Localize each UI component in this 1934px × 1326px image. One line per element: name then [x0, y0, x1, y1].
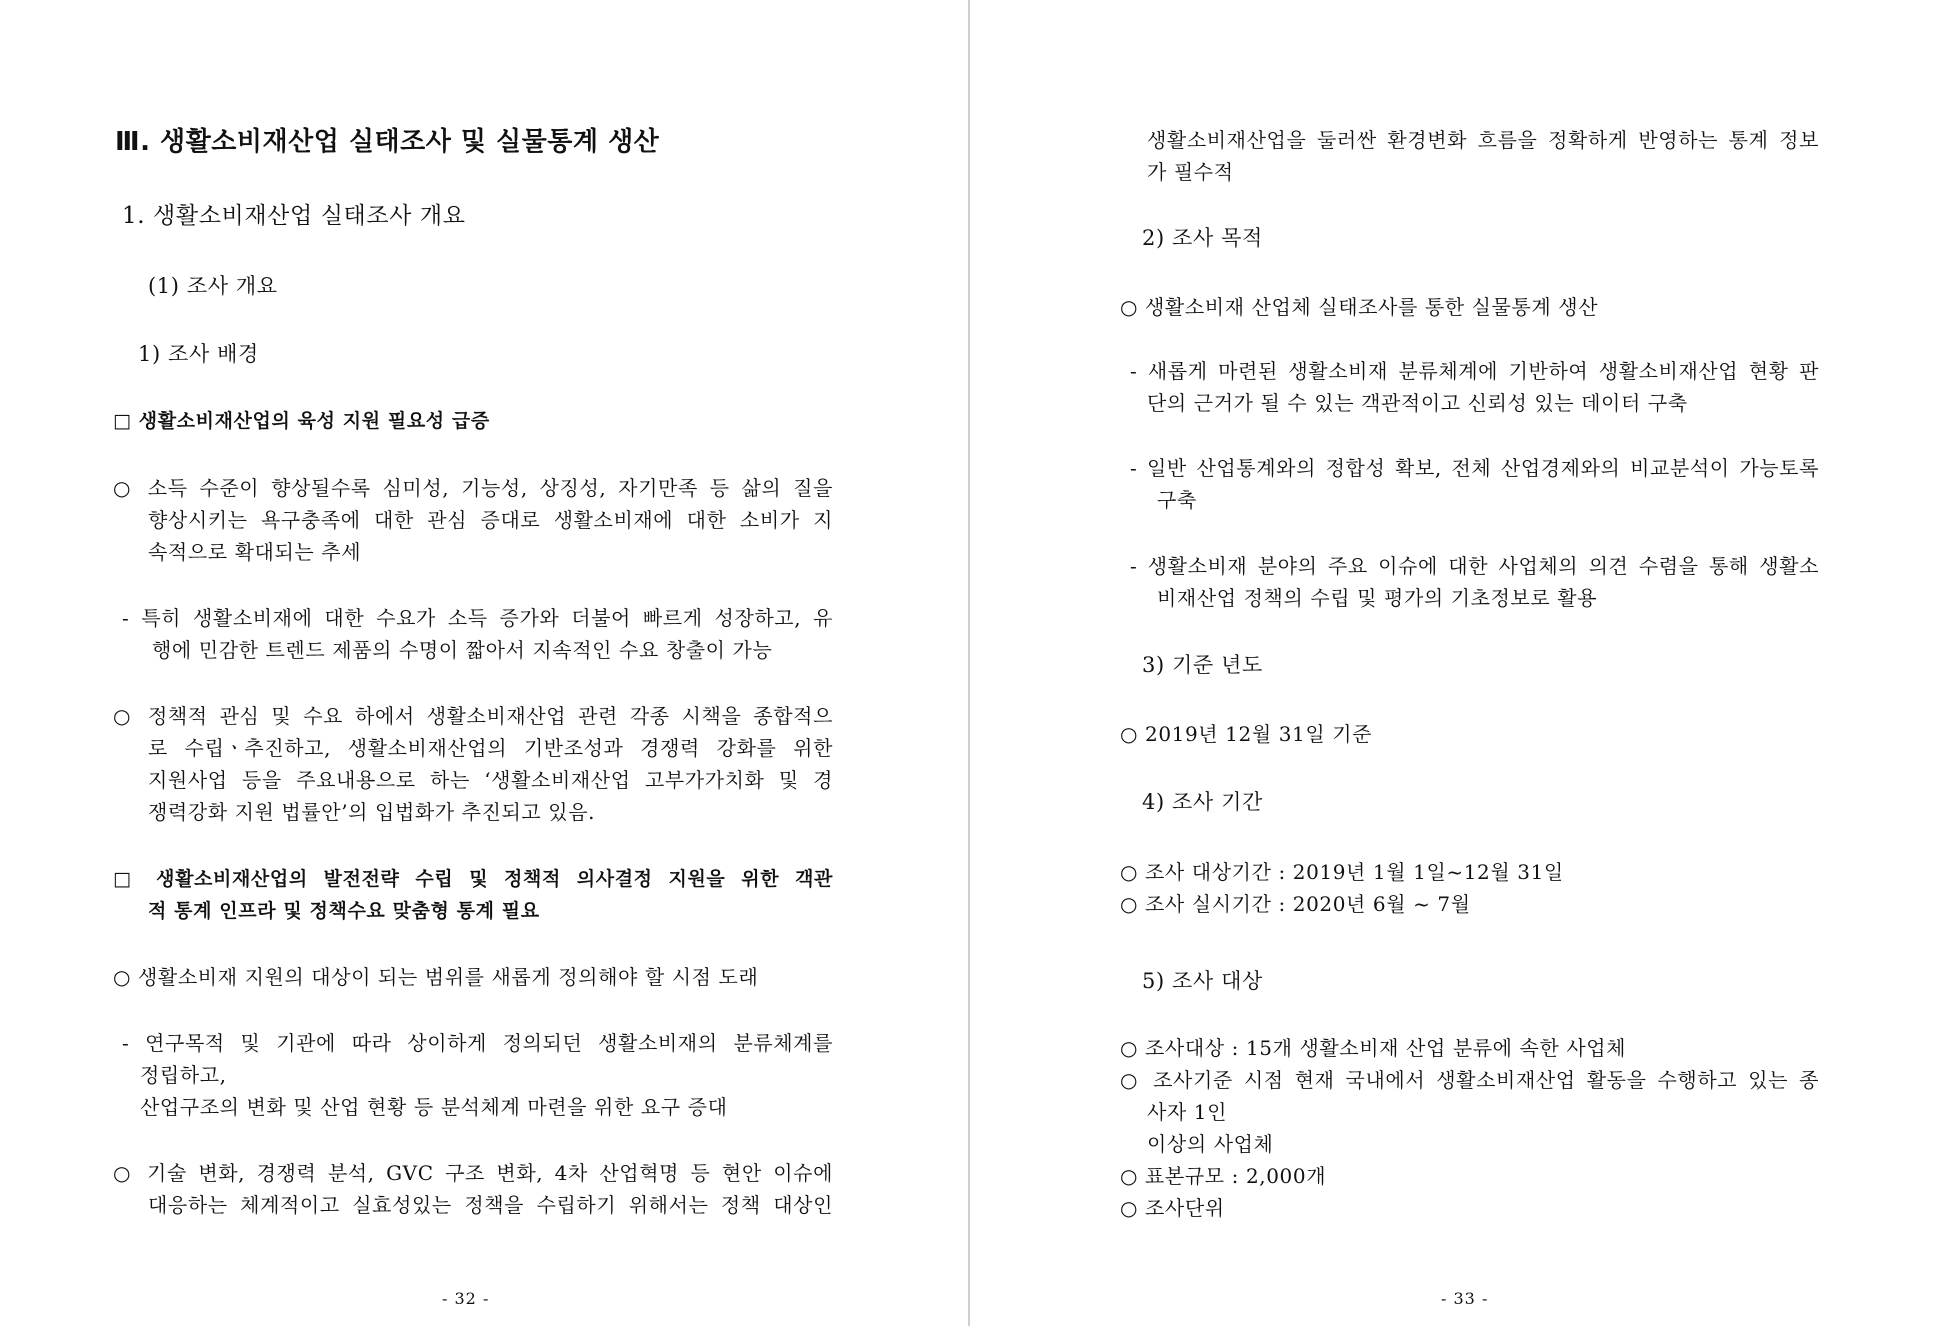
- paragraph-line: ○ 정책적 관심 및 수요 하에서 생활소비재산업 관련 각종 시책을 종합적으: [113, 704, 833, 728]
- paragraph-line: - 연구목적 및 기관에 따라 상이하게 정의되던 생활소비재의 분류체계를: [122, 1031, 833, 1055]
- paragraph-line: 지원사업 등을 주요내용으로 하는 ‘생활소비재산업 고부가가치화 및 경: [148, 768, 833, 792]
- paragraph-line: ○ 조사 대상기간 : 2019년 1월 1일~12월 31일: [1120, 860, 1564, 884]
- paragraph-line: - 특히 생활소비재에 대한 수요가 소득 증가와 더불어 빠르게 성장하고, 유: [122, 606, 833, 630]
- subheading-year: 3) 기준 년도: [1142, 653, 1263, 677]
- paragraph-line: 산업구조의 변화 및 산업 현황 등 분석체계 마련을 위한 요구 증대: [140, 1095, 728, 1119]
- paragraph-line: ○ 조사기준 시점 현재 국내에서 생활소비재산업 활동을 수행하고 있는 종: [1120, 1068, 1819, 1092]
- subheading-overview: (1) 조사 개요: [148, 274, 278, 298]
- paragraph-line: - 생활소비재 분야의 주요 이슈에 대한 사업체의 의견 수렴을 통해 생활소: [1130, 554, 1819, 578]
- paragraph-line: ○ 2019년 12월 31일 기준: [1120, 722, 1373, 746]
- paragraph-line: ○ 생활소비재 지원의 대상이 되는 범위를 새롭게 정의해야 할 시점 도래: [113, 965, 759, 989]
- paragraph-line: 쟁력강화 지원 법률안’의 입법화가 추진되고 있음.: [148, 800, 596, 824]
- section-title: Ⅲ. 생활소비재산업 실태조사 및 실물통계 생산: [115, 127, 660, 157]
- paragraph-line: 가 필수적: [1147, 160, 1234, 184]
- box-heading-2-cont: 적 통계 인프라 및 정책수요 맞춤형 통계 필요: [148, 900, 540, 922]
- paragraph-line: 단의 근거가 될 수 있는 객관적이고 신뢰성 있는 데이터 구축: [1147, 391, 1688, 415]
- paragraph-line: ○ 조사 실시기간 : 2020년 6월 ~ 7월: [1120, 892, 1471, 916]
- paragraph-line: 로 수립ㆍ추진하고, 생활소비재산업의 기반조성과 경쟁력 강화를 위한: [148, 736, 833, 760]
- paragraph-line: 향상시키는 욕구충족에 대한 관심 증대로 생활소비재에 대한 소비가 지: [148, 508, 833, 532]
- paragraph-line: 대응하는 체계적이고 실효성있는 정책을 수립하기 위해서는 정책 대상인: [148, 1193, 833, 1217]
- subsection-title: 1. 생활소비재산업 실태조사 개요: [122, 203, 466, 229]
- paragraph-line: ○ 조사단위: [1120, 1196, 1225, 1220]
- page-number-right: - 33 -: [1441, 1289, 1489, 1308]
- paragraph-line: 행에 민감한 트렌드 제품의 수명이 짧아서 지속적인 수요 창출이 가능: [152, 638, 773, 662]
- paragraph-line: 정립하고,: [140, 1063, 227, 1087]
- paragraph-line: 이상의 사업체: [1147, 1132, 1274, 1156]
- box-heading-2: □ 생활소비재산업의 발전전략 수립 및 정책적 의사결정 지원을 위한 객관: [113, 868, 833, 890]
- paragraph-line: 구축: [1157, 488, 1197, 512]
- paragraph-line: ○ 생활소비재 산업체 실태조사를 통한 실물통계 생산: [1120, 295, 1599, 319]
- paragraph-line: - 일반 산업통계와의 정합성 확보, 전체 산업경제와의 비교분석이 가능토록: [1130, 456, 1819, 480]
- paragraph-line: 속적으로 확대되는 추세: [148, 540, 362, 564]
- page-number-left: - 32 -: [442, 1289, 490, 1308]
- paragraph-line: 생활소비재산업을 둘러싼 환경변화 흐름을 정확하게 반영하는 통계 정보: [1147, 128, 1819, 152]
- subheading-target: 5) 조사 대상: [1142, 969, 1263, 993]
- paragraph-line: ○ 조사대상 : 15개 생활소비재 산업 분류에 속한 사업체: [1120, 1036, 1627, 1060]
- paragraph-line: ○ 표본규모 : 2,000개: [1120, 1164, 1327, 1188]
- paragraph-line: ○ 소득 수준이 향상될수록 심미성, 기능성, 상징성, 자기만족 등 삶의 질을: [113, 476, 833, 500]
- subheading-background: 1) 조사 배경: [138, 342, 259, 366]
- right-page: [970, 0, 1934, 1326]
- subheading-purpose: 2) 조사 목적: [1142, 226, 1263, 250]
- paragraph-line: ○ 기술 변화, 경쟁력 분석, GVC 구조 변화, 4차 산업혁명 등 현안 이슈에: [113, 1161, 833, 1185]
- paragraph-line: - 새롭게 마련된 생활소비재 분류체계에 기반하여 생활소비재산업 현황 판: [1130, 359, 1819, 383]
- subheading-period: 4) 조사 기간: [1142, 790, 1263, 814]
- paragraph-line: 비재산업 정책의 수립 및 평가의 기초정보로 활용: [1157, 586, 1598, 610]
- paragraph-line: 사자 1인: [1147, 1100, 1228, 1124]
- box-heading-1: □ 생활소비재산업의 육성 지원 필요성 급증: [113, 410, 490, 432]
